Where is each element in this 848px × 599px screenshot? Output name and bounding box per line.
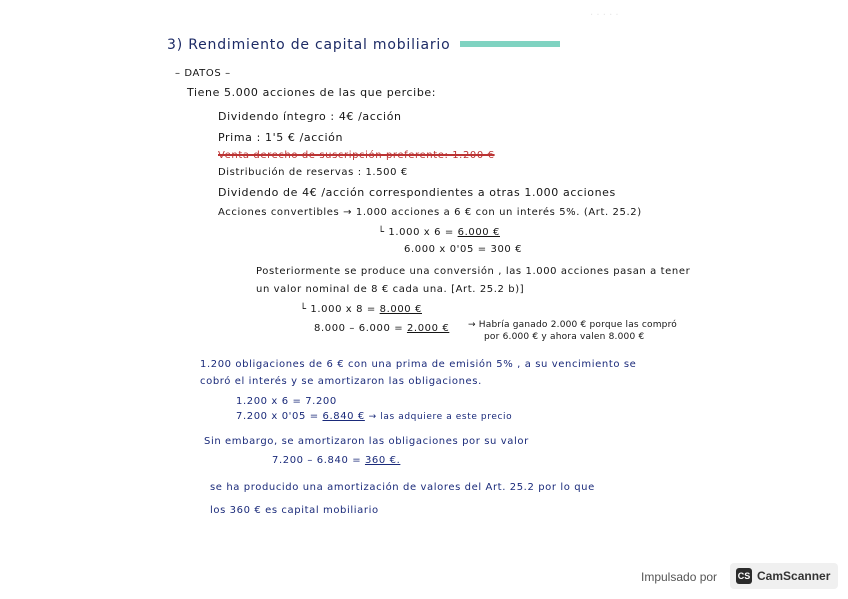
camscanner-brand: CamScanner (757, 569, 831, 583)
posteriormente-line-1: Posteriormente se produce una conversión , las 1.000 acciones pasan a tener (256, 266, 691, 277)
camscanner-icon: CS (736, 568, 752, 584)
impulsado-por-text: Impulsado por (641, 570, 718, 584)
dividendo-line: Dividendo íntegro : 4€ /acción (218, 110, 402, 123)
venta-derecho-line: Venta derecho de suscripción preferente: 1.200 € (218, 150, 495, 161)
distribucion-line: Distribución de reservas : 1.500 € (218, 167, 408, 178)
intro-text: Tiene 5.000 acciones de las que percibe: (187, 86, 437, 99)
prima-line: Prima : 1'5 € /acción (218, 131, 344, 144)
calc-diferencia-prefix: 7.200 – 6.840 = (272, 455, 365, 466)
title-highlight (460, 41, 560, 47)
calc-1000x6 (378, 227, 500, 238)
calc-1000x8-prefix: └ 1.000 x 8 = (300, 304, 380, 315)
calc-1000x6-prefix: └ 1.000 x 6 = (378, 227, 458, 238)
calc-1000x8 (300, 304, 422, 315)
calc-7200-prima-prefix: 7.200 x 0'05 = (236, 411, 323, 422)
conclusion-line-2: los 360 € es capital mobiliario (210, 505, 379, 516)
datos-heading: – DATOS – (175, 68, 231, 79)
calc-1000x6-value: 6.000 € (457, 227, 500, 238)
obligaciones-line-1: 1.200 obligaciones de 6 € con una prima de emisión 5% , a su vencimiento se (200, 359, 637, 370)
calc-1000x8-value: 8.000 € (379, 304, 422, 315)
camscanner-badge (730, 563, 838, 589)
conclusion-line-1: se ha producido una amortización de valores del Art. 25.2 por lo que (210, 482, 595, 493)
dividendo-otras-line: Dividendo de 4€ /acción correspondientes a otras 1.000 acciones (218, 186, 616, 199)
posteriormente-line-2: un valor nominal de 8 € cada una. [Art. 25.2 b)] (256, 284, 525, 295)
calc-ganancia-value: 2.000 € (406, 323, 450, 334)
calc-ganancia-prefix: 8.000 – 6.000 = (314, 323, 407, 334)
calc-interes: 6.000 x 0'05 = 300 € (404, 244, 523, 255)
habria-ganado-note-1: → Habría ganado 2.000 € porque las compró (468, 320, 677, 330)
calc-ganancia (314, 323, 449, 334)
calc-diferencia (272, 455, 400, 466)
habria-ganado-note-2: por 6.000 € y ahora valen 8.000 € (484, 332, 645, 342)
calc-7200-prima (236, 411, 512, 422)
page-title: 3) Rendimiento de capital mobiliario (167, 37, 451, 53)
calc-7200-prima-value: 6.840 € (322, 411, 365, 422)
acciones-convertibles-line: Acciones convertibles → 1.000 acciones a 6 € con un interés 5%. (Art. 25.2) (218, 207, 642, 218)
calc-diferencia-value: 360 €. (364, 455, 401, 466)
bleed-through-text: · · · · · (590, 10, 619, 21)
sin-embargo-line: Sin embargo, se amortizaron las obligaciones por su valor (204, 436, 529, 447)
calc-1200x6: 1.200 x 6 = 7.200 (236, 396, 337, 407)
calc-7200-prima-note: → las adquiere a este precio (368, 412, 513, 422)
obligaciones-line-2: cobró el interés y se amortizaron las obligaciones. (200, 376, 482, 387)
